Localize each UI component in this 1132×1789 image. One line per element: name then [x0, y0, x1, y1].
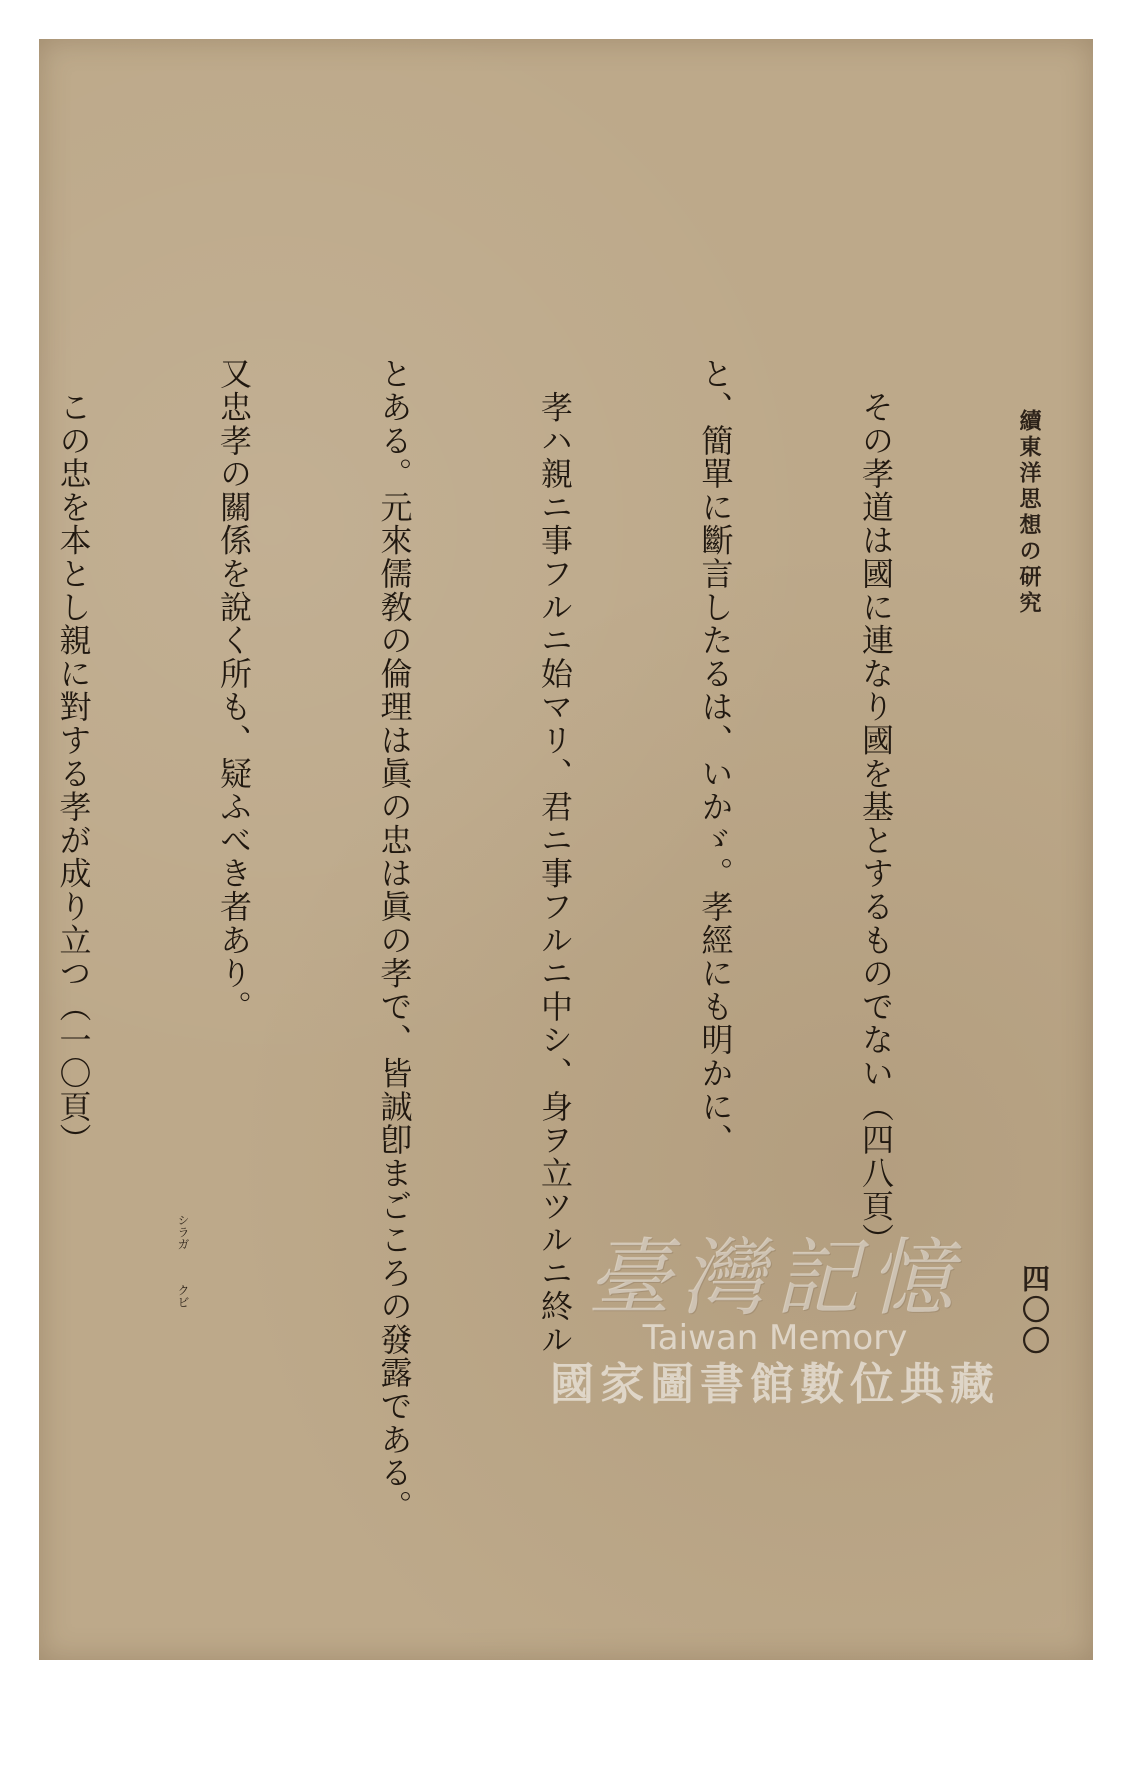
text-line: 孝ハ親ニ事フルニ始マリ、君ニ事フルニ中シ、身ヲ立ツルニ終ル — [536, 357, 574, 1356]
watermark-logo-text: 臺灣記憶 — [586, 1229, 963, 1327]
text-line: 又忠孝の關係を說く所も、疑ふべき者あり。 — [215, 357, 253, 1023]
running-header: 續東洋思想の研究 — [1016, 409, 1042, 617]
text-line: その孝道は國に連なり國を基とするものでない（四八頁） — [857, 357, 895, 1257]
book-page — [39, 39, 1093, 1660]
text-line: と、簡單に斷言したるは、いかゞ。孝經にも明かに、 — [696, 357, 735, 1157]
text-line: とある。元來儒敎の倫理は眞の忠は眞の孝で、皆誠卽まごころの發露である。 — [375, 357, 414, 1523]
ruby-annotation: シラガ — [176, 1214, 190, 1250]
text-line: この忠を本とし親に對する孝が成り立つ（一〇頁） — [54, 357, 93, 1157]
watermark-subtitle: 國家圖書館數位典藏 — [550, 1359, 1000, 1410]
page-number: 四〇〇 — [1018, 1264, 1051, 1357]
ruby-annotation: クビ — [176, 1284, 190, 1308]
watermark-english: Taiwan Memory — [642, 1318, 908, 1358]
